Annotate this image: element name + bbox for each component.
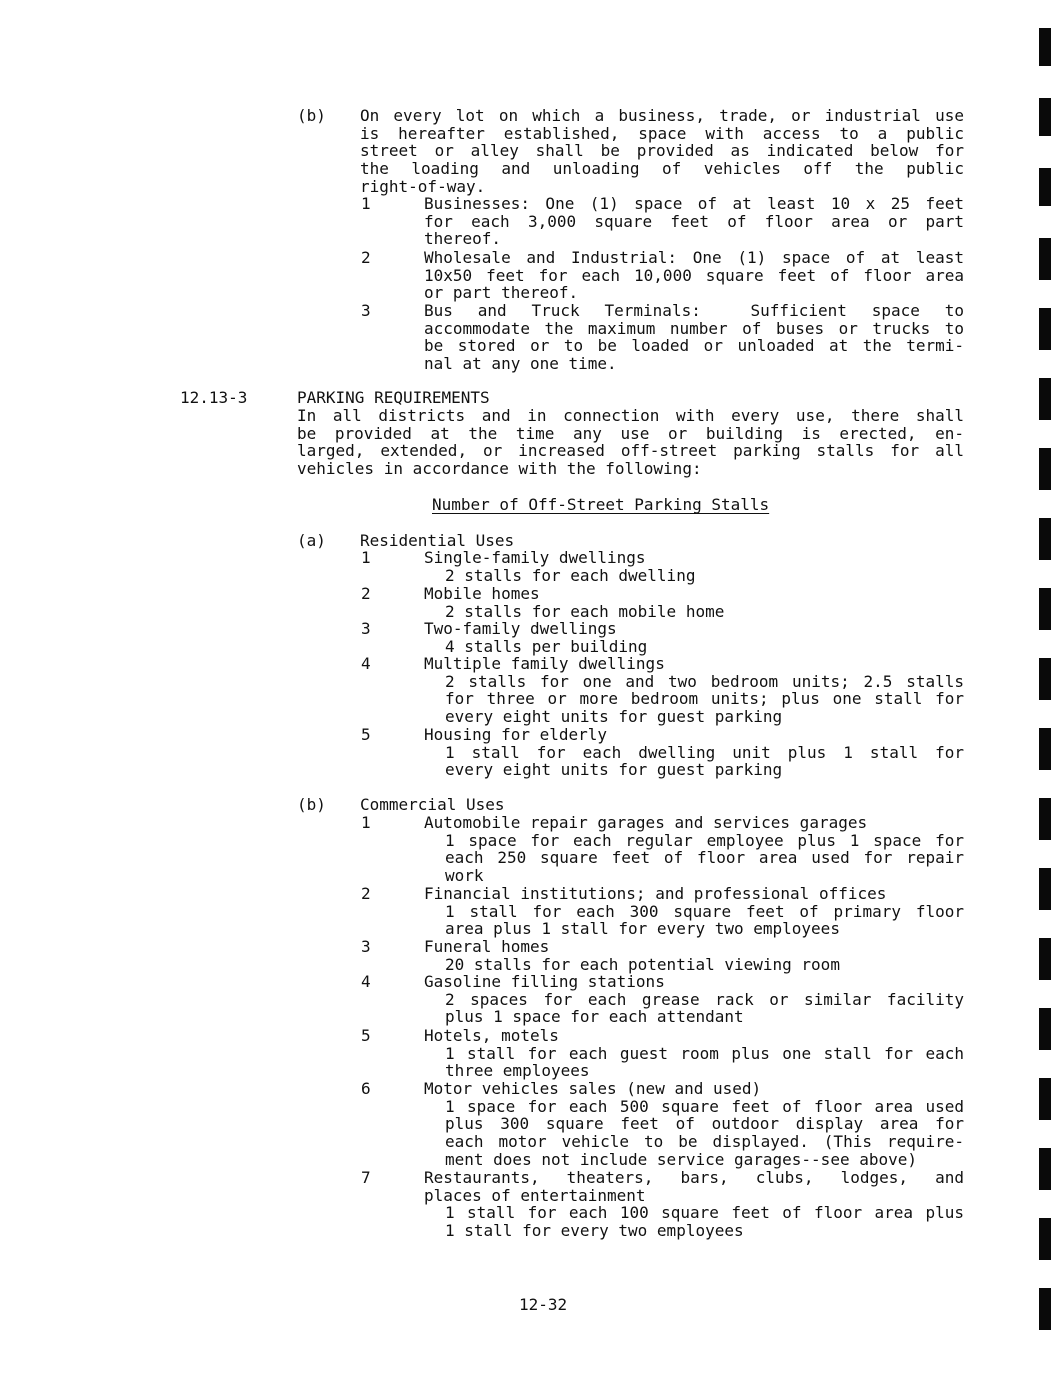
use-requirement: area plus 1 stall for every two employees	[445, 919, 840, 939]
use-requirement: 4 stalls per building	[445, 636, 648, 656]
item-number: 5	[361, 725, 371, 744]
item-number: 3	[361, 301, 371, 320]
item-number: 4	[361, 654, 371, 673]
use-requirement: 2 stalls for one and two bedroom units; 2.5 stalls	[445, 671, 964, 691]
use-title: Funeral homes	[424, 937, 550, 956]
subsection-marker: (a)	[297, 531, 326, 550]
scan-margin-mark	[1039, 868, 1051, 910]
item-number: 1	[361, 194, 371, 213]
scan-margin-mark	[1039, 728, 1051, 770]
use-title: Financial institutions; and professional offices	[424, 884, 887, 903]
scan-margin-mark	[1039, 28, 1051, 66]
use-requirement: 1 stall for each 100 square feet of floor area plus	[445, 1203, 964, 1223]
scan-margin-mark	[1039, 1008, 1051, 1050]
use-requirement: 1 space for each 500 square feet of floor area used	[445, 1096, 964, 1116]
item-number: 2	[361, 248, 371, 267]
loading-item-line: Wholesale and Industrial: One (1) space of at least	[424, 248, 964, 267]
use-title: Automobile repair garages and services garages	[424, 813, 868, 832]
intro-line: vehicles in accordance with the following:	[297, 458, 702, 478]
scan-margin-mark	[1039, 168, 1051, 206]
scan-margin-mark	[1039, 798, 1051, 840]
scan-margin-mark	[1039, 658, 1051, 700]
intro-line: be provided at the time any use or building is erected, en-	[297, 423, 964, 443]
item-number: 1	[361, 813, 371, 832]
loading-paragraph-line: On every lot on which a business, trade, or industrial use	[360, 106, 964, 125]
subsection-marker: (b)	[297, 106, 326, 125]
item-number: 5	[361, 1026, 371, 1045]
use-requirement: 2 stalls for each dwelling	[445, 565, 696, 585]
intro-line: In all districts and in connection with every use, there shall	[297, 406, 964, 425]
use-requirement: 1 stall for every two employees	[445, 1220, 744, 1240]
loading-item-line: or part thereof.	[424, 283, 579, 303]
item-number: 2	[361, 584, 371, 603]
scan-margin-mark	[1039, 238, 1051, 280]
scan-margin-mark	[1039, 378, 1051, 420]
loading-item-line: Bus and Truck Terminals: Sufficient space to	[424, 301, 964, 320]
use-requirement: 1 space for each regular employee plus 1 space for	[445, 830, 964, 850]
loading-paragraph-line: is hereafter established, space with access to a public	[360, 123, 964, 143]
item-number: 2	[361, 884, 371, 903]
item-number: 1	[361, 548, 371, 567]
use-requirement: 2 stalls for each mobile home	[445, 601, 725, 621]
scan-margin-mark	[1039, 448, 1051, 490]
commercial-heading: Commercial Uses	[360, 795, 505, 814]
loading-item-line: 10x50 feet for each 10,000 square feet of floor area	[424, 265, 964, 285]
section-number: 12.13-3	[180, 388, 248, 407]
item-number: 3	[361, 619, 371, 638]
loading-item-line: be stored or to be loaded or unloaded at the termi-	[424, 336, 964, 356]
scan-margin-mark	[1039, 518, 1051, 560]
use-requirement: plus 300 square feet of outdoor display area for	[445, 1114, 964, 1134]
item-number: 6	[361, 1079, 371, 1098]
subsection-marker: (b)	[297, 795, 326, 814]
use-requirement: 1 stall for each 300 square feet of primary floor	[445, 901, 964, 921]
scan-margin-mark	[1039, 588, 1051, 630]
scan-margin-mark	[1039, 308, 1051, 350]
intro-line: larged, extended, or increased off-street parking stalls for all	[297, 441, 964, 461]
use-requirement: each 250 square feet of floor area used for repair	[445, 848, 964, 868]
loading-paragraph-line: the loading and unloading of vehicles off the public	[360, 158, 964, 178]
use-title: Gasoline filling stations	[424, 972, 665, 991]
scan-margin-mark	[1039, 1078, 1051, 1120]
use-requirement: 20 stalls for each potential viewing room	[445, 954, 840, 974]
use-title: places of entertainment	[424, 1185, 646, 1205]
use-title: Mobile homes	[424, 584, 540, 603]
loading-item-line: Businesses: One (1) space of at least 10 x 25 feet	[424, 194, 964, 213]
scan-margin-mark	[1039, 938, 1051, 980]
scan-margin-mark	[1039, 1288, 1051, 1330]
use-requirement: 1 stall for each dwelling unit plus 1 stall for	[445, 742, 964, 762]
use-requirement: each motor vehicle to be displayed. (This require-	[445, 1131, 964, 1151]
use-requirement: three employees	[445, 1061, 590, 1081]
loading-paragraph-line: right-of-way.	[360, 176, 486, 196]
item-number: 7	[361, 1168, 371, 1187]
use-requirement: 2 spaces for each grease rack or similar facility	[445, 989, 964, 1009]
item-number: 4	[361, 972, 371, 991]
use-requirement: ment does not include service garages--see above)	[445, 1149, 918, 1169]
scan-margin-mark	[1039, 1218, 1051, 1260]
section-heading: PARKING REQUIREMENTS	[297, 388, 490, 407]
use-requirement: plus 1 space for each attendant	[445, 1007, 744, 1027]
loading-item-line: nal at any one time.	[424, 353, 617, 373]
use-requirement: work	[445, 865, 484, 885]
loading-item-line: thereof.	[424, 229, 502, 249]
use-requirement: every eight units for guest parking	[445, 706, 783, 726]
use-title: Single-family dwellings	[424, 548, 646, 567]
use-requirement: every eight units for guest parking	[445, 760, 783, 780]
use-title: Motor vehicles sales (new and used)	[424, 1079, 762, 1098]
use-title: Restaurants, theaters, bars, clubs, lodges, and	[424, 1168, 964, 1187]
loading-paragraph-line: street or alley shall be provided as indicated below for	[360, 141, 964, 161]
page-number: 12-32	[519, 1295, 568, 1314]
scan-margin-mark	[1039, 98, 1051, 136]
use-requirement: for three or more bedroom units; plus one stall for	[445, 689, 964, 709]
use-title: Hotels, motels	[424, 1026, 559, 1045]
table-title: Number of Off-Street Parking Stalls	[432, 495, 770, 514]
loading-item-line: for each 3,000 square feet of floor area or part	[424, 211, 964, 231]
use-title: Two-family dwellings	[424, 619, 617, 638]
use-requirement: 1 stall for each guest room plus one stall for each	[445, 1043, 964, 1063]
scan-margin-mark	[1039, 1148, 1051, 1190]
use-title: Multiple family dwellings	[424, 654, 665, 673]
item-number: 3	[361, 937, 371, 956]
loading-item-line: accommodate the maximum number of buses or trucks to	[424, 318, 964, 338]
use-title: Housing for elderly	[424, 725, 608, 744]
residential-heading: Residential Uses	[360, 531, 515, 550]
